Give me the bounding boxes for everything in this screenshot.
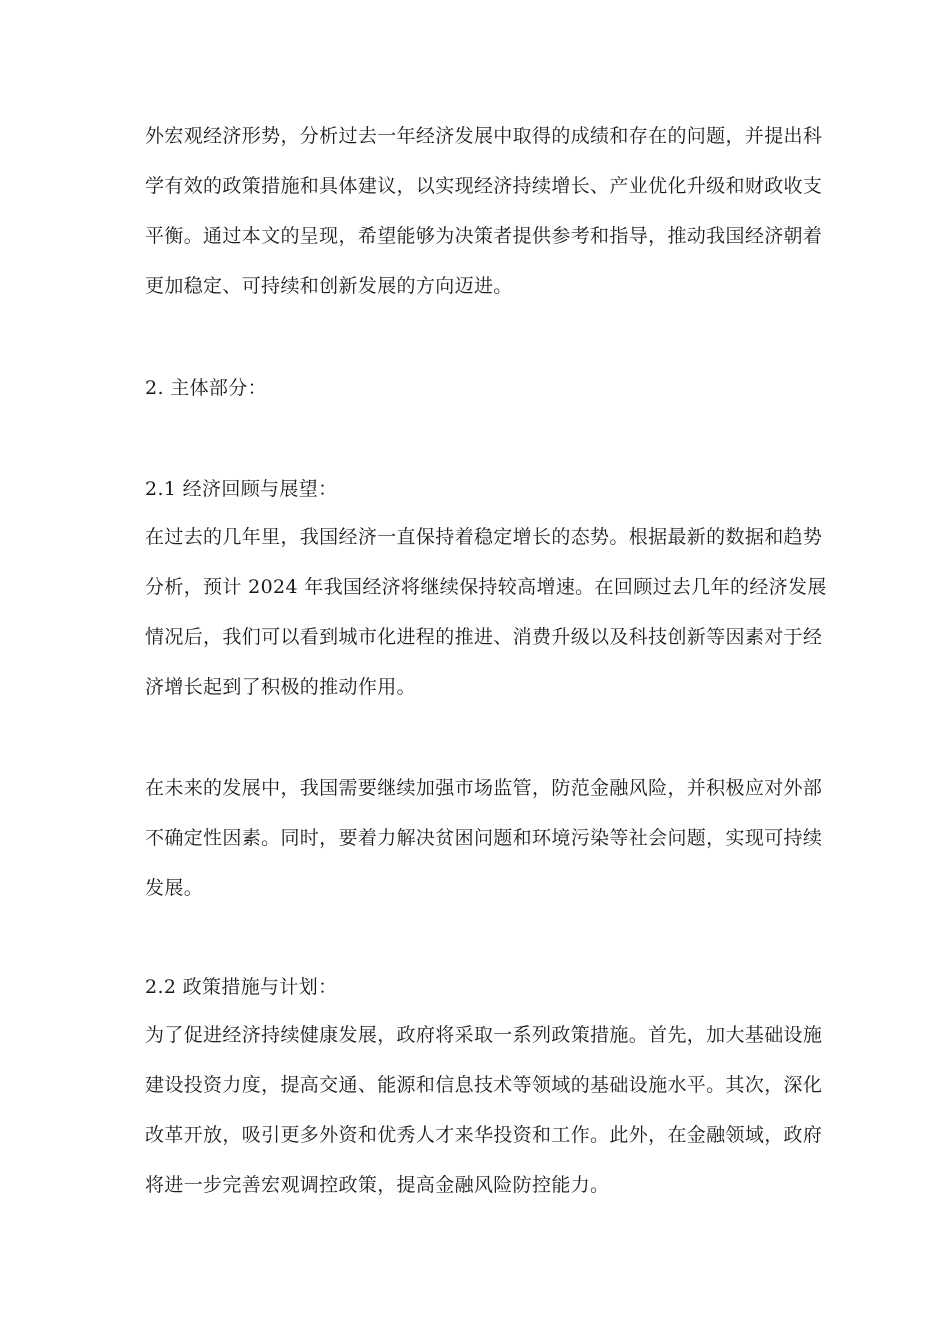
paragraph-line: 将进一步完善宏观调控政策，提高金融风险防控能力。 xyxy=(145,1174,610,1196)
intro-line: 学有效的政策措施和具体建议，以实现经济持续增长、产业优化升级和财政收支 xyxy=(145,175,823,197)
paragraph-line: 建设投资力度，提高交通、能源和信息技术等领域的基础设施水平。其次，深化 xyxy=(145,1074,823,1096)
paragraph-line: 济增长起到了积极的推动作用。 xyxy=(145,676,416,698)
paragraph-line: 情况后，我们可以看到城市化进程的推进、消费升级以及科技创新等因素对于经 xyxy=(145,626,823,648)
intro-line: 更加稳定、可持续和创新发展的方向迈进。 xyxy=(145,275,513,297)
paragraph-line: 为了促进经济持续健康发展，政府将采取一系列政策措施。首先，加大基础设施 xyxy=(145,1024,823,1046)
paragraph-line: 在未来的发展中，我国需要继续加强市场监管，防范金融风险，并积极应对外部 xyxy=(145,777,823,799)
intro-line: 平衡。通过本文的呈现，希望能够为决策者提供参考和指导，推动我国经济朝着 xyxy=(145,225,823,247)
paragraph-line: 不确定性因素。同时，要着力解决贫困问题和环境污染等社会问题，实现可持续 xyxy=(145,827,823,849)
paragraph-line: 发展。 xyxy=(145,877,204,899)
section-heading: 2. 主体部分： xyxy=(145,377,267,399)
paragraph-line: 分析，预计 2024 年我国经济将继续保持较高增速。在回顾过去几年的经济发展 xyxy=(145,576,827,598)
subsection-heading: 2.2 政策措施与计划： xyxy=(145,976,338,998)
subsection-heading: 2.1 经济回顾与展望： xyxy=(145,478,338,500)
paragraph-line: 改革开放，吸引更多外资和优秀人才来华投资和工作。此外，在金融领域，政府 xyxy=(145,1124,823,1146)
intro-line: 外宏观经济形势，分析过去一年经济发展中取得的成绩和存在的问题，并提出科 xyxy=(145,125,823,147)
paragraph-line: 在过去的几年里，我国经济一直保持着稳定增长的态势。根据最新的数据和趋势 xyxy=(145,526,823,548)
